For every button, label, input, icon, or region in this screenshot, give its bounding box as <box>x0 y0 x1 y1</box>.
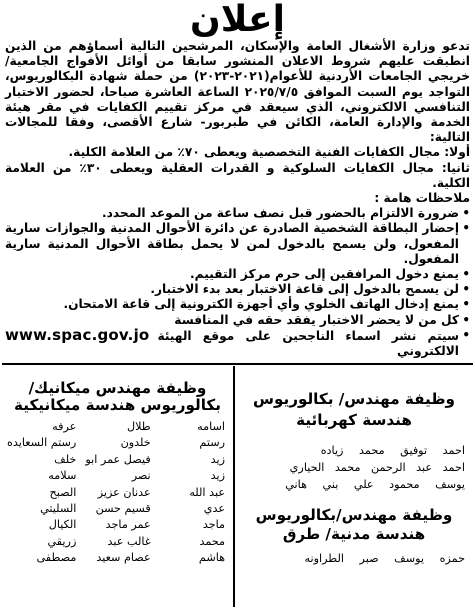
candidate-name-part: طلال <box>126 420 151 433</box>
candidate-name-part: الكيال <box>48 518 77 532</box>
candidate-name: احمد عبد الرحمن محمد الحياري <box>289 460 465 474</box>
website-line <box>5 325 459 359</box>
candidate-name-part: محمد <box>199 534 226 548</box>
civil-job-title-line-1: وظيفة مهندس/بكالوريوس <box>255 506 453 525</box>
candidate-name: احمد توفيق محمد زياده <box>320 444 465 457</box>
field-two: ثانيا: مجال الكفايات السلوكية و القدرات العقلية ويعطى ٣٠٪ من العلامة الكلية. <box>5 160 470 190</box>
notes-heading: ملاحظات هامة : <box>374 191 470 206</box>
candidate-name-part: عدي <box>203 502 226 516</box>
candidate-name-part: عرفه <box>52 420 77 433</box>
intro-paragraph: تدعو وزارة الأشغال العامة والإسكان، المرشحين التالية أسماؤهم من الذين انطبقت عليهم شروط الاعلان المنشور سابقا من أوائل الأفواج الجامعية/ خريجي الجامعات الأردنية للأعوام(٢٠٢١-٢٠٢٣) من حملة شهادة البكالوريوس، التواجد يوم السبت الموافق ٢٠٢٥/٧/٥ الساعة العاشرة صباحا، لحضور الاختبار التنافسي الالكتروني، الذي سيعقد في مركز تقييم الكفايات في مقر هيئة الخدمة والإدارة العامة، الكائن في طبربور- شارع الأقصى، وفقا للمجالات التالية: <box>5 39 470 145</box>
note-item: • يمنع دخول المرافقين إلى حرم مركز التقييم. <box>5 267 470 282</box>
candidate-name-part: فيصل عمر ابو <box>85 452 151 466</box>
note-item: • إحضار البطاقة الشخصية الصادرة عن دائرة الأحوال المدنية والجوازات سارية المفعول، ولن يسمح بالدخول لمن لا يحمل بطاقة الأحوال المدنية سارية المفعول. <box>5 221 470 267</box>
candidate-name-part: عصام سعيد <box>96 551 151 565</box>
mechanical-job-title-line-2: بكالوريوس هندسة ميكانيكية <box>14 396 221 414</box>
electrical-job-title-line-2: هندسة كهربائية <box>296 411 412 429</box>
exam-notice <box>5 39 470 359</box>
candidate-name-part: ماجد <box>202 518 226 532</box>
website-note-item <box>5 325 470 359</box>
candidate-columns <box>2 366 473 607</box>
candidate-name-part: خلف <box>54 452 77 466</box>
candidate-name-part: عمر ماجد <box>105 518 151 532</box>
candidate-name-part: الصبح <box>49 485 77 499</box>
website-note-text: • سيتم نشر اسماء الناجحين على موقع الهيئة الالكتروني <box>157 328 459 359</box>
mechanical-engineering-column <box>2 366 233 607</box>
candidate-name-part: قسيم حسن <box>95 502 151 516</box>
candidate-name-part: مصطفى <box>36 551 77 565</box>
section-separator <box>2 363 473 365</box>
candidate-name-part: هاشم <box>198 551 226 565</box>
note-item: • لن يسمح بالدخول إلى قاعة الاختبار بعد بدء الاختبار. <box>5 282 470 297</box>
candidate-name-part: سلامه <box>48 469 77 483</box>
candidate-name-part: اسامه <box>197 420 226 433</box>
candidate-name-part: السليتي <box>40 502 77 516</box>
candidate-name-part: رستم السعايده <box>7 436 77 450</box>
civil-candidate-names <box>235 551 473 568</box>
mechanical-job-title-line-1: وظيفة مهندس ميكانيك/ <box>28 379 207 397</box>
field-one: أولا: مجال الكفايات الفنية التخصصية ويعطى ٧٠٪ من العلامة الكلية. <box>68 145 470 160</box>
electrical-job-title-line-1: وظيفة مهندس/ بكالوريوس <box>253 390 455 408</box>
candidate-name-part: عدنان عزيز <box>97 485 151 499</box>
note-item: • ضرورة الالتزام بالحضور قبل نصف ساعة من الموعد المحدد. <box>5 206 470 221</box>
candidate-name-part: خلدون <box>120 436 151 450</box>
candidate-name: يوسف محمود علي بني هاني <box>285 477 465 491</box>
civil-job-title-line-2: هندسة مدنية/ طرق <box>282 525 426 544</box>
candidate-name-part: زيد <box>210 469 226 483</box>
announcement-title: إعلان <box>190 0 285 40</box>
candidate-name: حمزه يوسف صبر الطراونه <box>304 552 465 566</box>
candidate-name-part: زريقي <box>47 534 77 548</box>
notes-list <box>5 206 470 359</box>
electrical-candidate-names <box>235 443 473 493</box>
candidate-name-part: نصر <box>131 469 151 483</box>
website-url: www.spac.gov.jo <box>5 325 150 344</box>
candidate-name-part: زيد <box>210 452 226 466</box>
note-item: • يمنع إدخال الهاتف الخلوي وأي أجهزة الكترونية إلى قاعة الامتحان. <box>5 297 470 312</box>
candidate-name-part: رستم <box>199 436 226 450</box>
note-item: • كل من لا يحضر الاختبار يفقد حقه في المنافسة <box>5 313 470 328</box>
title-area <box>0 0 475 40</box>
electrical-and-civil-column <box>235 366 473 607</box>
candidate-name-part: عبد الله <box>189 485 226 499</box>
candidate-name-part: غالب عبد <box>107 534 151 548</box>
mechanical-candidate-names <box>7 419 225 567</box>
